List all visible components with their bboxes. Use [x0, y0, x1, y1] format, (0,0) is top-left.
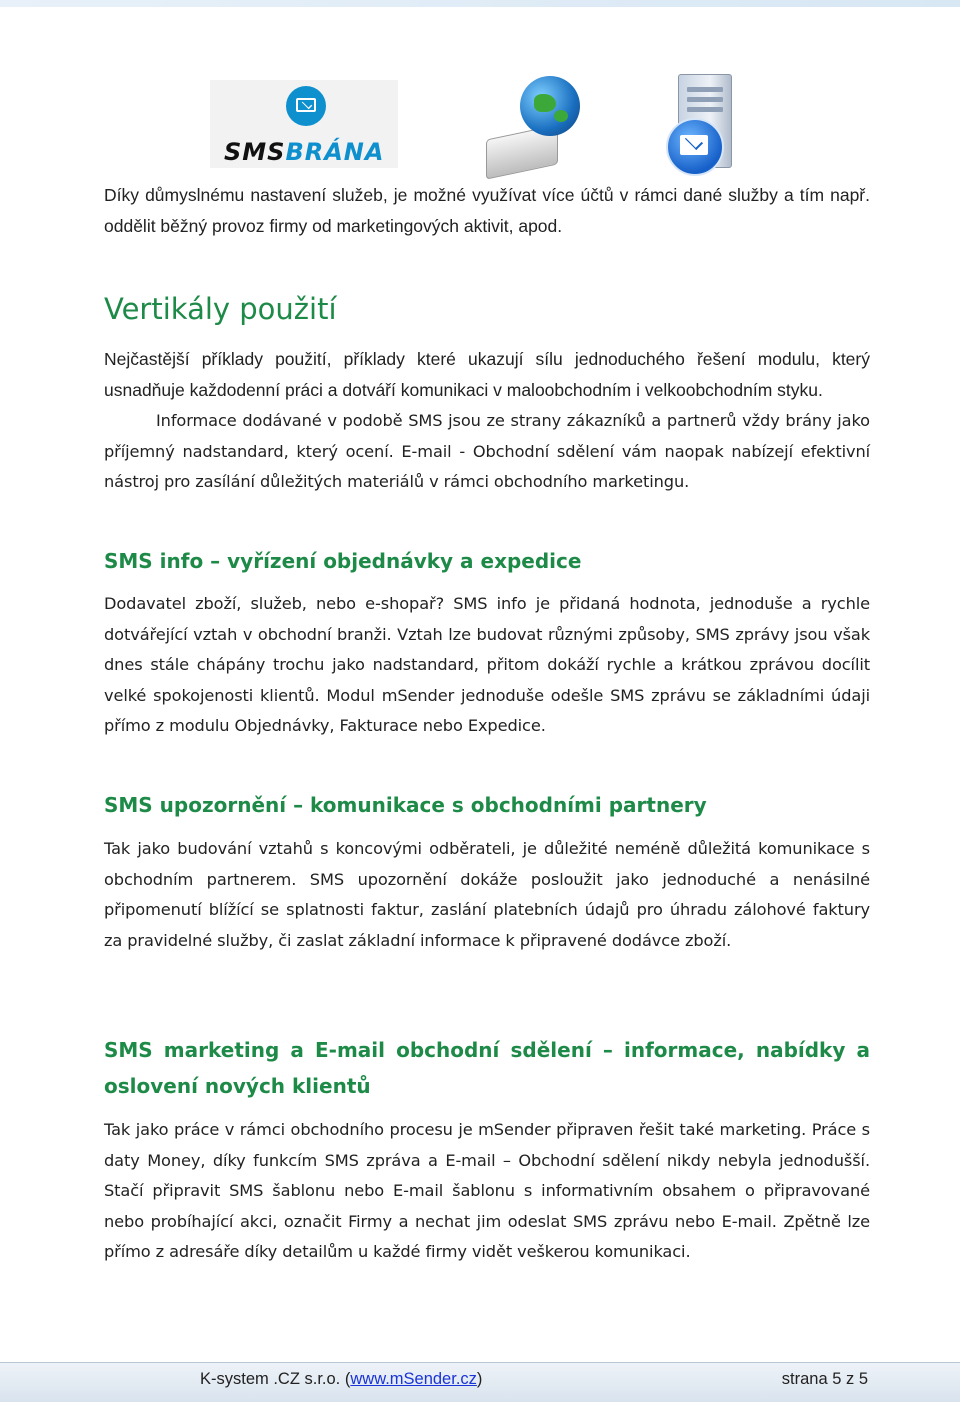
logo-text — [224, 138, 384, 166]
section-title-sms-upozorneni: SMS upozornění – komunikace s obchodními partnery — [104, 793, 707, 817]
page-footer — [0, 1362, 960, 1402]
mail-envelope-icon — [680, 135, 708, 155]
section-title-sms-marketing: SMS marketing a E-mail obchodní sdělení – informace, nabídky a oslovení nových klientů — [104, 1038, 870, 1098]
globe-icon — [520, 76, 580, 136]
top-strip — [0, 0, 960, 7]
intro-paragraph: Díky důmyslnému nastavení služeb, je možné využívat více účtů v rámci dané služby a tím např. oddělit běžný provoz firmy od marketingových aktivit, apod. — [104, 185, 870, 236]
footer-website-link[interactable]: www.mSender.cz — [350, 1370, 477, 1388]
logo-text-a: SMS — [224, 138, 286, 166]
footer-divider — [0, 1362, 960, 1363]
envelope-icon — [296, 98, 316, 112]
section2-paragraph: Dodavatel zboží, služeb, nebo e-shopař? SMS info je přidaná hodnota, jednoduše a rychle dotvářející vztah v obchodní branži. Vztah lze budovat různými způsoby, SMS zprávy jsou však dnes stále chápány trochu jako nadstandard, přitom dokáží rychle a krátkou zprávou docílit velké spokojenosti klientů. Modul mSender jednoduše odešle SMS zprávu se základními údaji přímo z modulu Objednávky, Fakturace nebo Expedice. — [104, 594, 870, 735]
section1-paragraph-a: Nejčastější příklady použití, příklady které ukazují sílu jednoduchého řešení modulu, který usnadňuje každodenní práci a dotváří komunikaci v maloobchodním i velkoobchodním styku. — [104, 349, 870, 400]
section1-paragraph-b: Informace dodávané v podobě SMS jsou ze strany zákazníků a partnerů vždy brány jako příjemný nadstandard, který ocení. E-mail - Obchodní sdělení vám naopak nabízejí efektivní nástroj pro zasílání důležitých materiálů v rámci obchodního marketingu. — [104, 411, 870, 491]
section-title-vertikaly: Vertikály použití — [104, 292, 337, 326]
footer-company: K-system .CZ s.r.o. (www.mSender.cz) — [200, 1370, 483, 1388]
logo-text-b: BRÁNA — [285, 138, 385, 166]
section3-paragraph: Tak jako budování vztahů s koncovými odběrateli, je důležité neméně důležitá komunikace s obchodním partnerem. SMS upozornění dokáže posloužit jako jednoduché a nenásilné připomenutí blížící se splatnosti faktur, zaslání platebních údajů pro úhradu zálohové faktury za pravidelné služby, či zaslat základní informace k připravené dodávce zboží. — [104, 839, 870, 950]
section4-paragraph: Tak jako práce v rámci obchodního procesu je mSender připraven řešit také marketing. Práce s daty Money, díky funkcím SMS zpráva a E-mail – Obchodní sdělení nikdy nebyla jednodušší. Stačí připravit SMS šablonu nebo E-mail šablonu s informativním obsahem o připravované nebo probíhající akci, označit Firmy a nechat jim odeslat SMS zprávu nebo E-mail. Zpětně lze přímo z adresáře díky detailům u každé firmy vidět veškerou komunikaci. — [104, 1120, 870, 1261]
sms-brana-logo — [210, 80, 398, 168]
header-images — [0, 70, 960, 175]
section-title-sms-info: SMS info – vyřízení objednávky a expedice — [104, 549, 582, 573]
page-number: strana 5 z 5 — [781, 1370, 868, 1388]
